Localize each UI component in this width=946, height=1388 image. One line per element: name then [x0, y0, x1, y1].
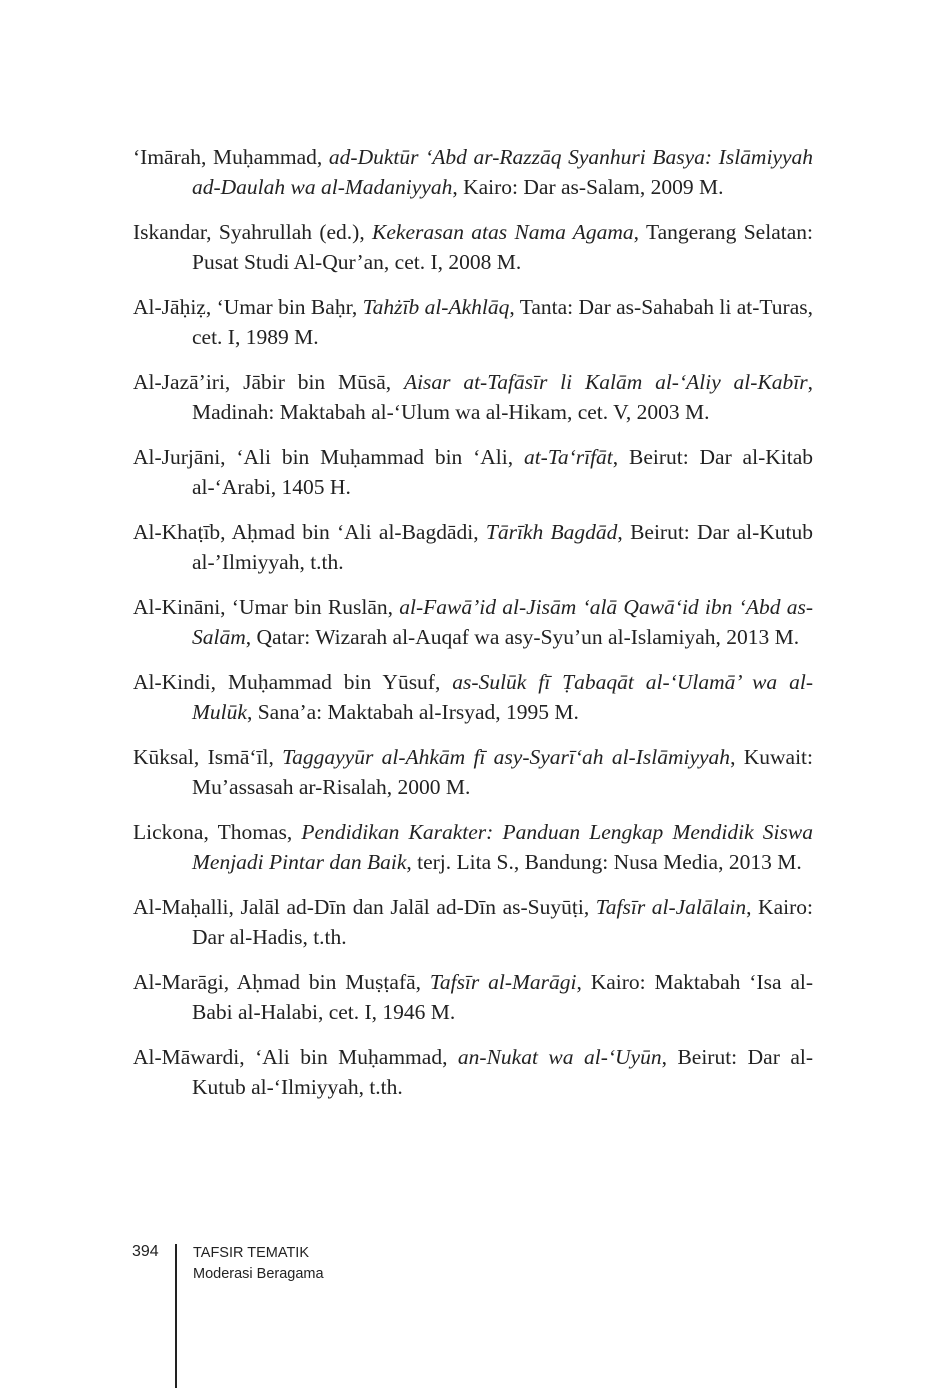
entry-title: Tafsīr al-Jalālain — [595, 895, 747, 919]
entry-author: Al-Maḥalli, Jalāl ad-Dīn dan Jalāl ad-Dīn as-Suyūṭi, — [133, 895, 596, 919]
entry-publication: , Qatar: Wizarah al-Auqaf wa asy-Syu’un al-Islamiyah, 2013 M. — [245, 625, 800, 649]
entry-author: Al-Marāgi, Aḥmad bin Muṣṭafā, — [133, 970, 430, 994]
entry-author: ‘Imārah, Muḥammad, — [133, 145, 329, 169]
book-title: TAFSIR TEMATIK — [193, 1245, 310, 1261]
entry-author: Al-Jazā’iri, Jābir bin Mūsā, — [133, 370, 404, 394]
entry-publication: , Tanta: Dar as-Sahabah li at-Turas, cet. I, 1989 M. — [192, 295, 814, 349]
bibliography-entry — [133, 892, 813, 952]
entry-title: Kekerasan atas Nama Agama — [372, 220, 634, 244]
bibliography-entry — [133, 967, 813, 1027]
entry-author: Lickona, Thomas, — [133, 820, 302, 844]
entry-author: Al-Kindi, Muḥammad bin Yūsuf, — [133, 670, 453, 694]
entry-title: Tahżīb al-Akhlāq — [362, 295, 510, 319]
entry-title: ad-Duktūr ‘Abd ar-Razzāq Syanhuri Basya: Islāmiyyah ad-Daulah wa al-Madaniyyah — [192, 145, 813, 199]
entry-title: Taggayyūr al-Ahkām fī asy-Syarī‘ah al-Islāmiyyah — [282, 745, 731, 769]
bibliography-entry — [133, 367, 813, 427]
entry-title: al-Fawā’id al-Jisām ‘alā Qawā‘id ibn ‘Abd as-Salām — [192, 595, 813, 649]
bibliography-entry — [133, 442, 813, 502]
book-subtitle: Moderasi Beragama — [193, 1266, 324, 1282]
entry-title: at-Ta‘rīfāt — [523, 445, 613, 469]
entry-title: Aisar at-Tafāsīr li Kalām al-‘Aliy al-Kabīr — [403, 370, 808, 394]
entry-title: Pendidikan Karakter: Panduan Lengkap Mendidik Siswa Menjadi Pintar dan Baik — [192, 820, 813, 874]
entry-publication: , Kairo: Maktabah ‘Isa al-Babi al-Halabi, cet. I, 1946 M. — [192, 970, 813, 1024]
entry-author: Al-Māwardi, ‘Ali bin Muḥammad, — [133, 1045, 458, 1069]
running-footer — [193, 1243, 324, 1285]
bibliography-entry — [133, 592, 813, 652]
bibliography-entry — [133, 517, 813, 577]
entry-publication: , Madinah: Maktabah al-‘Ulum wa al-Hikam, cet. V, 2003 M. — [192, 370, 813, 424]
bibliography-entry — [133, 292, 813, 352]
entry-publication: , Beirut: Dar al-Kutub al-‘Ilmiyyah, t.th. — [192, 1045, 814, 1099]
entry-author: Al-Kināni, ‘Umar bin Ruslān, — [133, 595, 400, 619]
page-number: 394 — [132, 1243, 159, 1260]
entry-publication: , Beirut: Dar al-Kitab al-‘Arabi, 1405 H. — [192, 445, 813, 499]
entry-author: Kūksal, Ismā‘īl, — [133, 745, 283, 769]
entry-publication: , Kairo: Dar al-Hadis, t.th. — [192, 895, 813, 949]
entry-publication: , Tangerang Selatan: Pusat Studi Al-Qur’an, cet. I, 2008 M. — [192, 220, 813, 274]
entry-author: Al-Khaṭīb, Aḥmad bin ‘Ali al-Bagdādi, — [133, 520, 486, 544]
entry-author: Al-Jurjāni, ‘Ali bin Muḥammad bin ‘Ali, — [133, 445, 524, 469]
entry-title: an-Nukat wa al-‘Uyūn — [457, 1045, 662, 1069]
entry-title: as-Sulūk fī Ṭabaqāt al-‘Ulamā’ wa al-Mulūk — [192, 670, 813, 724]
bibliography-entry — [133, 142, 813, 202]
bibliography-entry — [133, 217, 813, 277]
bibliography-list — [133, 142, 813, 1117]
entry-publication: , Sana’a: Maktabah al-Irsyad, 1995 M. — [246, 700, 579, 724]
entry-publication: , Kuwait: Mu’assasah ar-Risalah, 2000 M. — [192, 745, 813, 799]
entry-publication: , terj. Lita S., Bandung: Nusa Media, 2013 M. — [406, 850, 802, 874]
entry-author: Al-Jāḥiẓ, ‘Umar bin Baḥr, — [133, 295, 363, 319]
entry-title: Tārīkh Bagdād — [485, 520, 618, 544]
entry-publication: , Beirut: Dar al-Kutub al-’Ilmiyyah, t.th. — [192, 520, 813, 574]
footer-divider — [175, 1244, 177, 1388]
bibliography-entry — [133, 1042, 813, 1102]
bibliography-entry — [133, 742, 813, 802]
entry-publication: , Kairo: Dar as-Salam, 2009 M. — [452, 175, 724, 199]
bibliography-entry — [133, 817, 813, 877]
entry-title: Tafsīr al-Marāgi — [429, 970, 577, 994]
bibliography-entry — [133, 667, 813, 727]
entry-author: Iskandar, Syahrullah (ed.), — [133, 220, 373, 244]
